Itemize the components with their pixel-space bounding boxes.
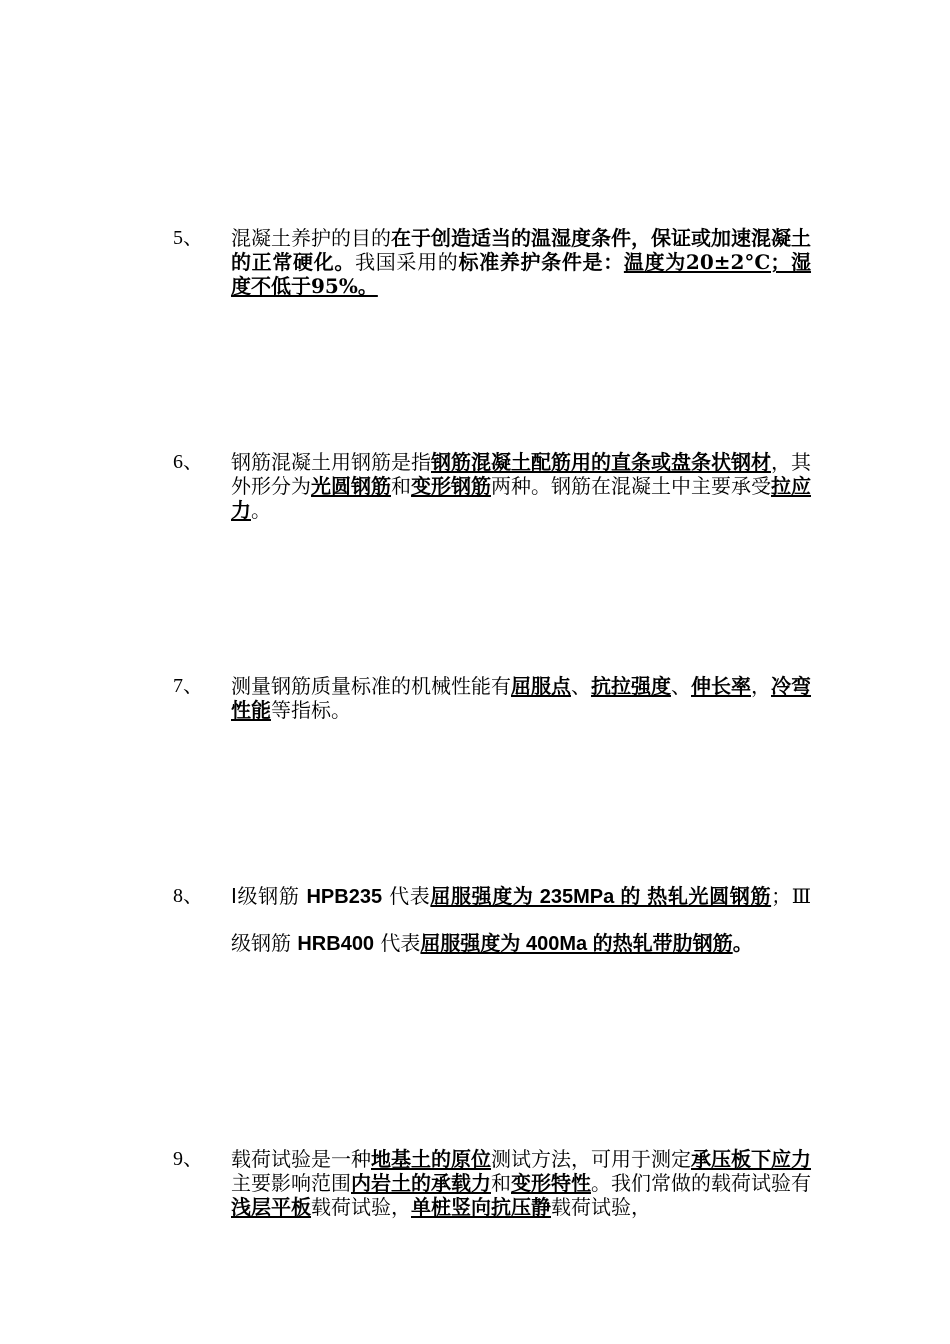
item-number: 7、 <box>173 675 203 697</box>
item-text <box>231 674 811 722</box>
text-segment: 载荷试验， <box>311 1195 411 1219</box>
item-number: 6、 <box>173 451 203 473</box>
text-segment: 、 <box>671 674 691 698</box>
text-segment: HPB235 <box>306 886 383 908</box>
text-segment: 和 <box>391 474 411 498</box>
answer-blank-text: 浅层平板 <box>231 1195 311 1219</box>
item-number: 9、 <box>173 1148 203 1170</box>
answer-blank-text: 承压板下应力 <box>691 1147 811 1171</box>
answer-blank-text: 钢筋混凝土配筋用的直条或盘条状钢材 <box>431 450 771 474</box>
text-segment: 测试方法，可用于测定 <box>491 1147 691 1171</box>
text-segment: 和 <box>491 1171 511 1195</box>
answer-blank-text: 屈服强度为 235MPa 的 热轧光圆钢筋 <box>430 886 772 908</box>
text-segment: 在于创造适当的温湿度条件，保证或加速混凝土的正常硬化。 <box>231 226 811 274</box>
item-text <box>231 873 811 967</box>
text-segment: 主要影响范围 <box>231 1171 351 1195</box>
text-segment: 代表 <box>374 931 421 955</box>
text-segment: 等指标。 <box>271 698 351 722</box>
answer-blank-text: 温度为20±2°C；湿度不低于95%。 <box>231 250 812 298</box>
answer-blank-text: 光圆钢筋 <box>311 474 391 498</box>
item-text <box>231 1147 811 1219</box>
text-segment: 标准养护条件是： <box>458 250 624 274</box>
text-segment: 。 <box>732 931 753 955</box>
item-text <box>231 226 811 298</box>
text-segment: 混凝土养护的目的 <box>231 226 391 250</box>
answer-blank-text: 地基土的原位 <box>371 1147 491 1171</box>
text-segment: 我国采用的 <box>355 250 459 274</box>
text-segment: 载荷试验是一种 <box>231 1147 371 1171</box>
text-segment: ，其外形分为 <box>231 450 811 498</box>
answer-blank-text: 变形钢筋 <box>411 474 491 498</box>
text-segment: 、 <box>571 674 591 698</box>
text-segment: 两种。钢筋在混凝土中主要承受 <box>491 474 771 498</box>
answer-blank-text: 冷弯性能 <box>231 674 811 722</box>
answer-blank-text: 内岩土的承载力 <box>351 1171 491 1195</box>
answer-blank-text: 拉应力 <box>231 474 811 522</box>
text-segment: ；Ⅲ级钢筋 <box>231 884 812 955</box>
text-segment: 载荷试验， <box>551 1195 651 1219</box>
item-text <box>231 450 811 522</box>
text-segment: HRB400 <box>297 933 375 955</box>
answer-blank-text: 单桩竖向抗压静 <box>411 1195 551 1219</box>
item-number: 5、 <box>173 227 203 249</box>
answer-blank-text: 伸长率 <box>691 674 751 698</box>
text-segment: 。我们常做的载荷试验有 <box>591 1171 811 1195</box>
text-segment: ， <box>751 674 771 698</box>
text-segment: 级钢筋 <box>237 884 307 908</box>
text-segment: 测量钢筋质量标准的机械性能有 <box>231 674 511 698</box>
text-segment: 钢筋混凝土用钢筋是指 <box>231 450 431 474</box>
item-number: 8、 <box>173 885 203 907</box>
answer-blank-text: 变形特性 <box>511 1171 591 1195</box>
answer-blank-text: 屈服强度为 400Ma 的热轧带肋钢筋 <box>420 933 733 955</box>
text-segment: Ⅰ <box>231 886 238 908</box>
answer-blank-text: 抗拉强度 <box>591 674 671 698</box>
text-segment: 。 <box>251 498 271 522</box>
text-segment: 代表 <box>382 884 431 908</box>
answer-blank-text: 屈服点 <box>511 674 571 698</box>
